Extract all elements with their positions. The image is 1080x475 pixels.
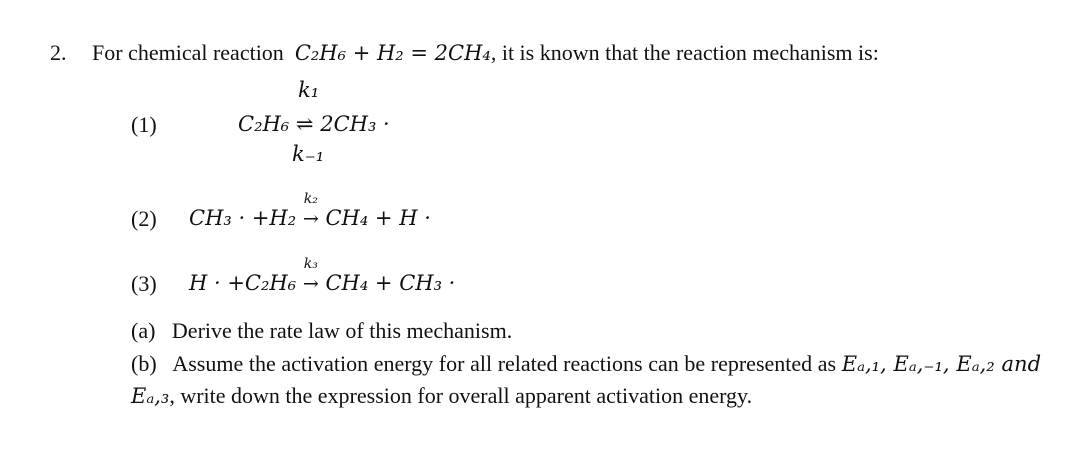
part-a-label: (a): [131, 318, 156, 343]
problem-number: 2.: [50, 40, 67, 65]
step-1-reactants: C₂H₆: [238, 112, 290, 136]
part-b: [131, 348, 1041, 412]
step-1-products: 2CH₃ ·: [320, 112, 390, 136]
step-2-arrow-stack: [302, 191, 319, 230]
step-2-equation: [189, 191, 431, 230]
part-b-label: (b): [131, 351, 157, 376]
step-3-arrow-stack: [302, 256, 319, 295]
step-1-equation: [238, 112, 390, 136]
step-2-label: (2): [131, 206, 157, 231]
part-b-energies: Eₐ,₁, Eₐ,₋₁, Eₐ,₂ and Eₐ,₃: [131, 352, 1042, 408]
equilibrium-arrow-icon: ⇌: [295, 112, 314, 136]
part-b-text-start: Assume the activation energy for all related reactions can be represented as: [172, 351, 837, 376]
step-1-rate-forward: k₁: [298, 78, 320, 102]
intro-suffix: , it is known that the reaction mechanism is:: [490, 40, 879, 65]
step-1-label: (1): [131, 112, 157, 137]
overall-reaction: C₂H₆ + H₂ = 2CH₄: [294, 41, 491, 65]
part-a: [131, 318, 512, 344]
part-a-text: Derive the rate law of this mechanism.: [171, 318, 513, 343]
step-2-products: CH₄ + H ·: [325, 206, 431, 230]
part-b-text-end: , write down the expression for overall apparent activation energy.: [169, 383, 753, 408]
step-3-equation: [189, 256, 456, 295]
step-2-rate: k₂: [303, 191, 318, 207]
step-3-label: (3): [131, 271, 157, 296]
right-arrow-icon: →: [302, 273, 319, 295]
step-1-rate-reverse: k₋₁: [292, 142, 325, 166]
step-2-reactants: CH₃ · +H₂: [189, 206, 297, 230]
right-arrow-icon: →: [302, 208, 319, 230]
step-3-reactants: H · +C₂H₆: [189, 271, 297, 295]
problem-intro: [92, 40, 879, 66]
step-3-rate: k₃: [303, 256, 318, 272]
step-3-products: CH₄ + CH₃ ·: [325, 271, 456, 295]
intro-text: For chemical reaction: [92, 40, 284, 65]
